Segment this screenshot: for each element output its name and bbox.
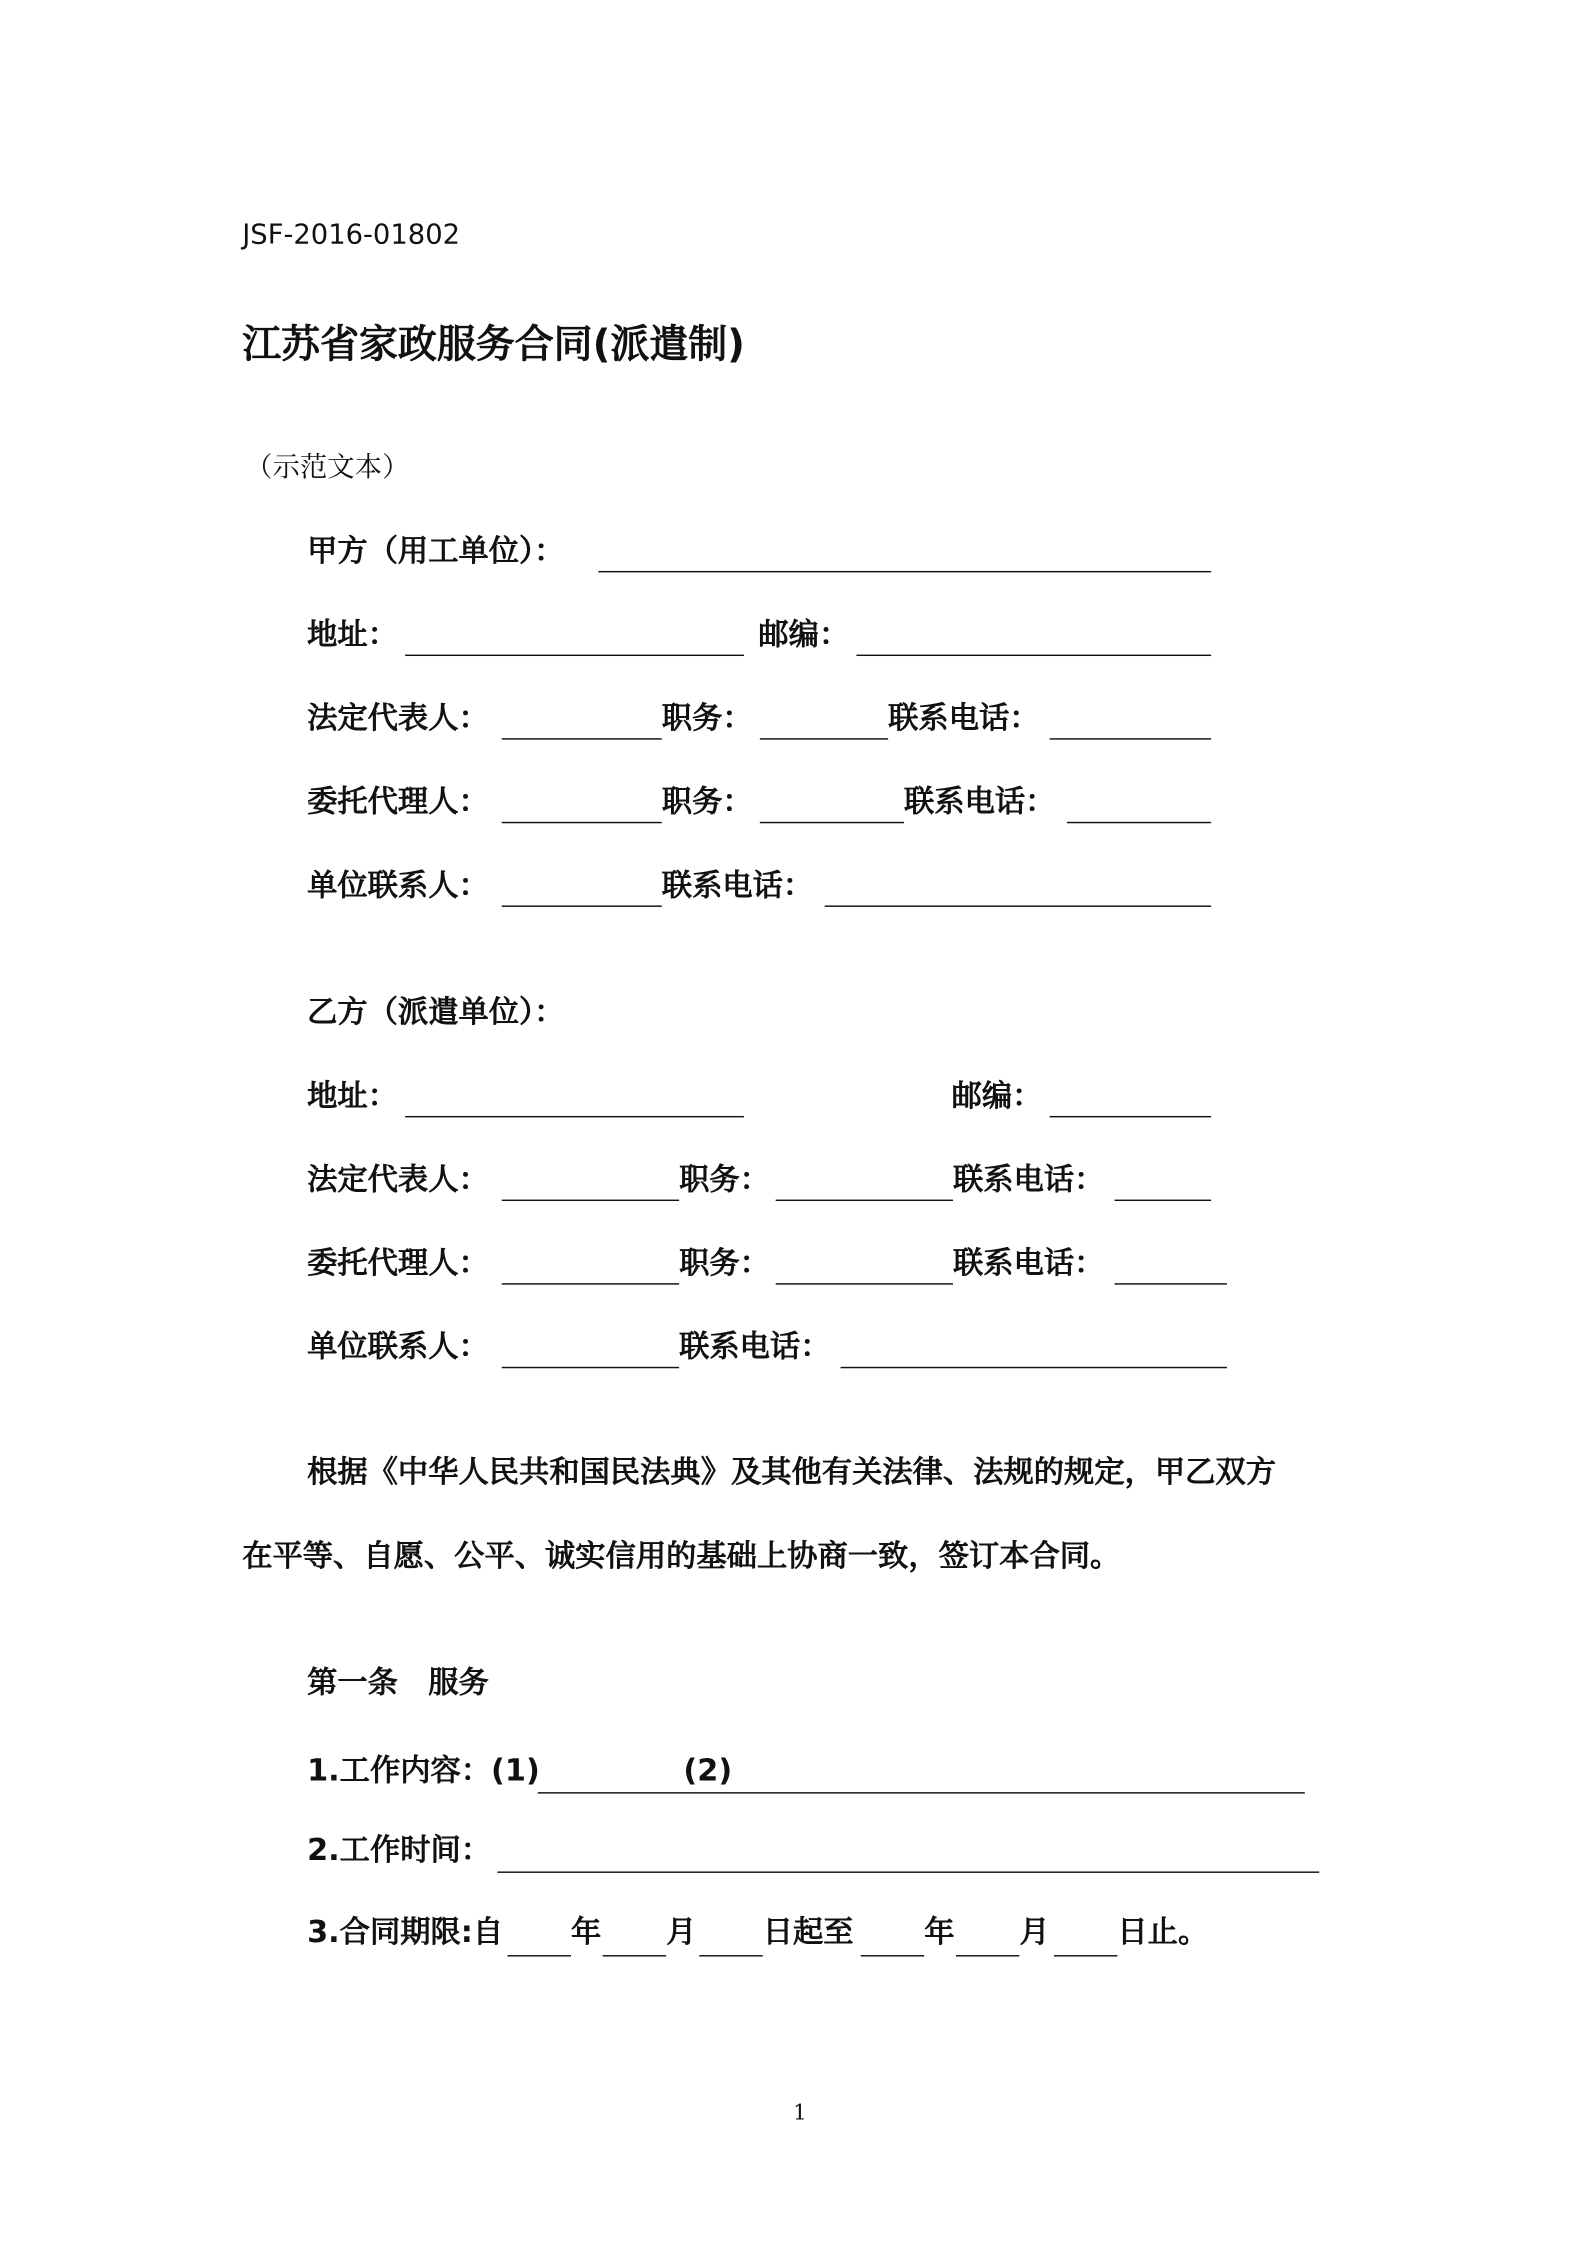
party-b-address-label: 地址： bbox=[307, 1078, 398, 1114]
party-a-postcode-field[interactable] bbox=[856, 655, 1211, 656]
party-a-legal-rep-field[interactable] bbox=[502, 738, 662, 739]
page-number: 1 bbox=[792, 2099, 807, 2126]
party-b-contact-phone-label: 联系电话： bbox=[679, 1329, 831, 1364]
contract-term-label: 3.合同期限:自 bbox=[307, 1914, 504, 1950]
end-month-label: 月 bbox=[1019, 1914, 1050, 1950]
party-b-agent-position-field[interactable] bbox=[776, 1283, 953, 1284]
page-title: 江苏省家政服务合同(派遣制) bbox=[242, 322, 745, 368]
end-month-field[interactable] bbox=[956, 1955, 1019, 1956]
party-b-address-field[interactable] bbox=[405, 1116, 744, 1117]
party-b-legal-rep-position-field[interactable] bbox=[776, 1200, 953, 1201]
party-a-agent-label: 委托代理人： bbox=[307, 784, 489, 819]
party-b-agent-field[interactable] bbox=[502, 1283, 679, 1284]
party-a-postcode-label: 邮编： bbox=[758, 617, 850, 652]
party-b-agent-position-label: 职务： bbox=[679, 1245, 770, 1281]
end-year-label: 年 bbox=[924, 1914, 955, 1950]
start-day-field[interactable] bbox=[699, 1955, 762, 1956]
end-day-label: 日止。 bbox=[1117, 1914, 1209, 1950]
work-time-label: 2.工作时间： bbox=[307, 1832, 492, 1868]
work-content-label: 1.工作内容：(1) bbox=[307, 1753, 540, 1788]
party-b-legal-rep-position-label: 职务： bbox=[679, 1162, 770, 1197]
party-b-contact-field[interactable] bbox=[502, 1367, 679, 1368]
party-a-contact-phone-label: 联系电话： bbox=[661, 867, 814, 903]
party-b-agent-label: 委托代理人： bbox=[307, 1245, 489, 1281]
party-a-legal-rep-phone-label: 联系电话： bbox=[888, 700, 1040, 736]
start-year-label: 年 bbox=[570, 1914, 602, 1950]
party-a-legal-rep-position-field[interactable] bbox=[760, 738, 888, 739]
party-a-agent-phone-field[interactable] bbox=[1067, 822, 1211, 823]
party-b-agent-phone-label: 联系电话： bbox=[953, 1245, 1105, 1281]
party-a-legal-rep-position-label: 职务： bbox=[661, 700, 753, 736]
party-a-contact-label: 单位联系人： bbox=[307, 867, 489, 903]
preamble-line-2: 在平等、自愿、公平、诚实信用的基础上协商一致，签订本合同。 bbox=[242, 1538, 1121, 1574]
party-b-heading: 乙方（派遣单位）： bbox=[307, 994, 565, 1030]
start-year-field[interactable] bbox=[508, 1955, 571, 1956]
party-a-agent-phone-label: 联系电话： bbox=[904, 784, 1056, 819]
party-a-name-field[interactable] bbox=[598, 571, 1211, 572]
party-a-agent-position-label: 职务： bbox=[661, 784, 753, 819]
party-b-postcode-label: 邮编： bbox=[951, 1078, 1043, 1114]
start-day-label: 日起至 bbox=[762, 1914, 854, 1950]
party-a-heading: 甲方（用工单位）： bbox=[307, 533, 565, 569]
preamble-line-1: 根据《中华人民共和国民法典》及其他有关法律、法规的规定，甲乙双方 bbox=[307, 1454, 1276, 1490]
party-b-legal-rep-label: 法定代表人： bbox=[307, 1162, 489, 1197]
party-b-legal-rep-field[interactable] bbox=[502, 1200, 679, 1201]
party-a-contact-phone-field[interactable] bbox=[825, 905, 1211, 906]
end-year-field[interactable] bbox=[861, 1955, 924, 1956]
start-month-label: 月 bbox=[666, 1914, 697, 1950]
subtitle: （示范文本） bbox=[245, 451, 410, 484]
document-code: JSF-2016-01802 bbox=[242, 219, 461, 251]
article-1-heading: 第一条 服务 bbox=[307, 1665, 489, 1700]
party-b-agent-phone-field[interactable] bbox=[1115, 1283, 1227, 1284]
party-a-agent-position-field[interactable] bbox=[760, 822, 904, 823]
party-b-contact-label: 单位联系人： bbox=[307, 1329, 489, 1364]
end-day-field[interactable] bbox=[1054, 1955, 1117, 1956]
start-month-field[interactable] bbox=[603, 1955, 666, 1956]
party-a-address-field[interactable] bbox=[405, 655, 744, 656]
work-time-field[interactable] bbox=[497, 1871, 1319, 1872]
party-a-address-label: 地址： bbox=[307, 617, 398, 652]
party-a-agent-field[interactable] bbox=[502, 822, 662, 823]
party-a-legal-rep-label: 法定代表人： bbox=[307, 700, 489, 736]
party-b-legal-rep-phone-label: 联系电话： bbox=[953, 1162, 1105, 1197]
party-a-legal-rep-phone-field[interactable] bbox=[1050, 738, 1211, 739]
party-a-contact-field[interactable] bbox=[502, 905, 662, 906]
work-content-item-2-label: (2) bbox=[683, 1753, 733, 1788]
party-b-postcode-field[interactable] bbox=[1050, 1116, 1211, 1117]
party-b-contact-phone-field[interactable] bbox=[841, 1367, 1227, 1368]
party-b-legal-rep-phone-field[interactable] bbox=[1115, 1200, 1212, 1201]
work-content-field[interactable] bbox=[538, 1792, 1305, 1793]
